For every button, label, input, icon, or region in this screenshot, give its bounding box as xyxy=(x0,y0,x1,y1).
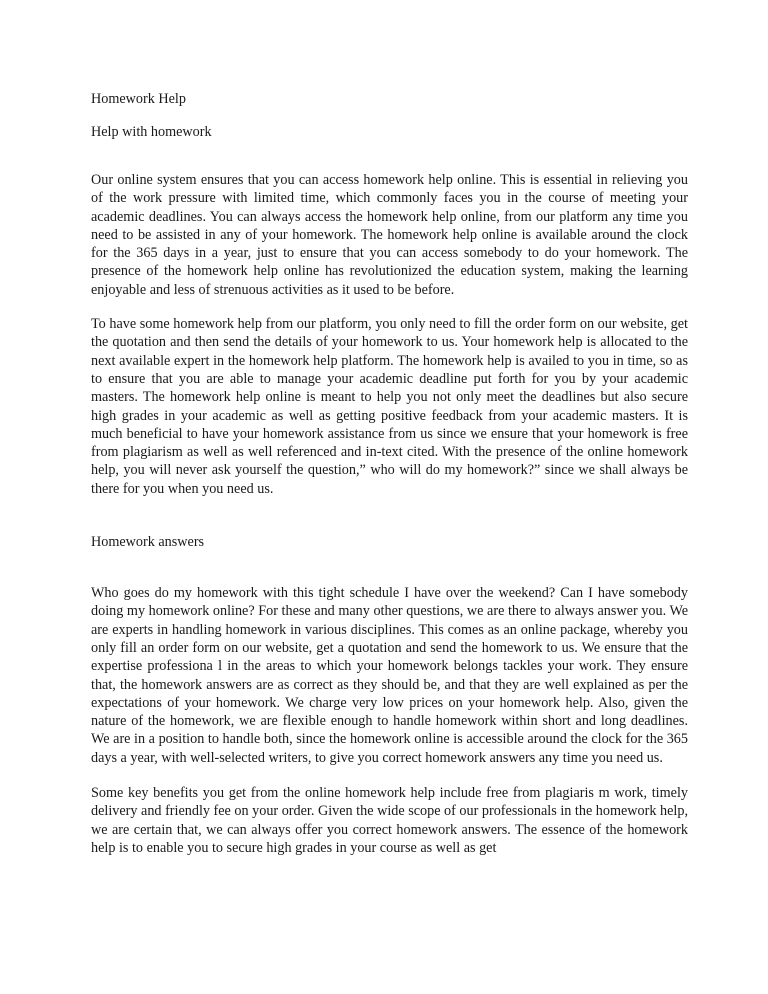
document-title: Homework Help xyxy=(91,91,186,107)
paragraph-answers-2: Some key benefits you get from the online homework help include free from plagiaris m work, timely delivery and friendly fee on your order. Given the wide scope of our professionals in the homework help, we are certain that, we can always offer you correct homework answers. The essence of the homework help is to enable you to secure high grades in your course as well as get xyxy=(91,785,688,856)
section-heading-answers: Homework answers xyxy=(91,534,205,551)
paragraph-intro-1: Our online system ensures that you can access homework help online. This is essential in relieving you of the work pressure with limited time, which commonly faces you in the course of meeting your academic deadlines. You can always access the homework help online, from our platform any time you need to be assisted in any of your homework. The homework help online is available around the clock for the 365 days in a year, just to ensure that you can access somebody to do your homework. The presence of the homework help online has revolutionized the education system, making the learning enjoyable and less of strenuous activities as it used to be before. xyxy=(91,172,688,298)
paragraph-answers-1: Who goes do my homework with this tight schedule I have over the weekend? Can I have somebody doing my homework online? For these and many other questions, we are there to always answer you. We are experts in handling homework in various disciplines. This comes as an online package, whereby you only fill an order form on our website, get a quotation and send the homework to us. We ensure that the expertise professiona l in the areas to which your homework belongs tackles your work. They ensure that, the homework answers are as correct as they should be, and that they are well explained as per the expectations of your homework. We charge very low prices on your homework help. Also, given the nature of the homework, we are flexible enough to handle homework within short and long deadlines. We are in a position to handle both, since the homework online is accessible around the clock for the 365 days a year, with well-selected writers, to give you correct homework answers any time you need us. xyxy=(91,585,688,766)
document-subtitle: Help with homework xyxy=(91,124,212,140)
paragraph-intro-2: To have some homework help from our platform, you only need to fill the order form on our website, get the quotation and then send the details of your homework to us. Your homework help is allocated to the next available expert in the homework help platform. The homework help is availed to you in time, so as to ensure that you are able to manage your academic deadline put forth for you by your academic masters. The homework help online is meant to help you not only meet the deadlines but also secure high grades in your academic as well as getting positive feedback from your academic masters. It is much beneficial to have your homework assistance from us since we ensure that your homework is free from plagiarism as well as well referenced and in-text cited. With the presence of the online homework help, you will never ask yourself the question,” who will do my homework?” since we shall always be there for you when you need us. xyxy=(91,316,688,497)
